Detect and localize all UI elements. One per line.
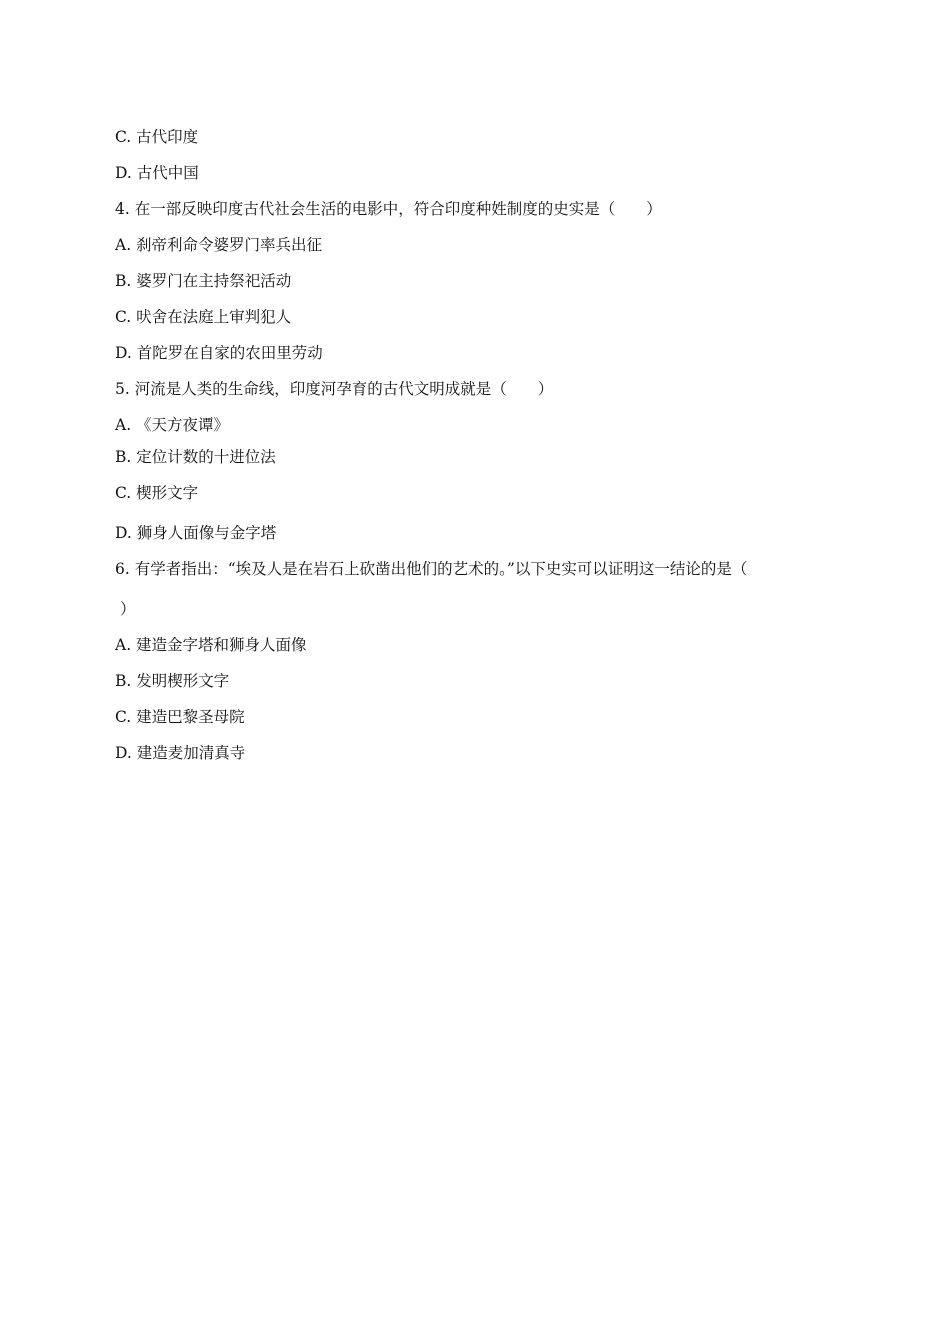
q6-stem-closing-paren: ） <box>120 600 136 618</box>
q5-option-a: A. 《天方夜谭》 <box>115 416 230 434</box>
q4-stem: 4. 在一部反映印度古代社会生活的电影中，符合印度种姓制度的史实是（ ） <box>115 200 662 218</box>
q3-option-c: C. 古代印度 <box>115 128 199 146</box>
q5-option-c: C. 楔形文字 <box>115 484 199 502</box>
q6-stem: 6. 有学者指出：“埃及人是在岩石上砍凿出他们的艺术的。”以下史实可以证明这一结论的是（ <box>115 560 748 578</box>
q5-option-d: D. 狮身人面像与金字塔 <box>115 524 277 542</box>
q4-option-d: D. 首陀罗在自家的农田里劳动 <box>115 344 323 362</box>
q6-option-d: D. 建造麦加清真寺 <box>115 744 246 762</box>
q3-option-d: D. 古代中国 <box>115 164 199 182</box>
q4-option-a: A. 刹帝利命令婆罗门率兵出征 <box>115 236 323 254</box>
q4-option-c: C. 吠舍在法庭上审判犯人 <box>115 308 292 326</box>
q5-stem: 5. 河流是人类的生命线，印度河孕育的古代文明成就是（ ） <box>115 380 554 398</box>
q6-option-b: B. 发明楔形文字 <box>115 672 230 690</box>
q4-option-b: B. 婆罗门在主持祭祀活动 <box>115 272 292 290</box>
q5-option-b: B. 定位计数的十进位法 <box>115 448 276 466</box>
q6-option-c: C. 建造巴黎圣母院 <box>115 708 245 726</box>
q6-option-a: A. 建造金字塔和狮身人面像 <box>115 636 307 654</box>
